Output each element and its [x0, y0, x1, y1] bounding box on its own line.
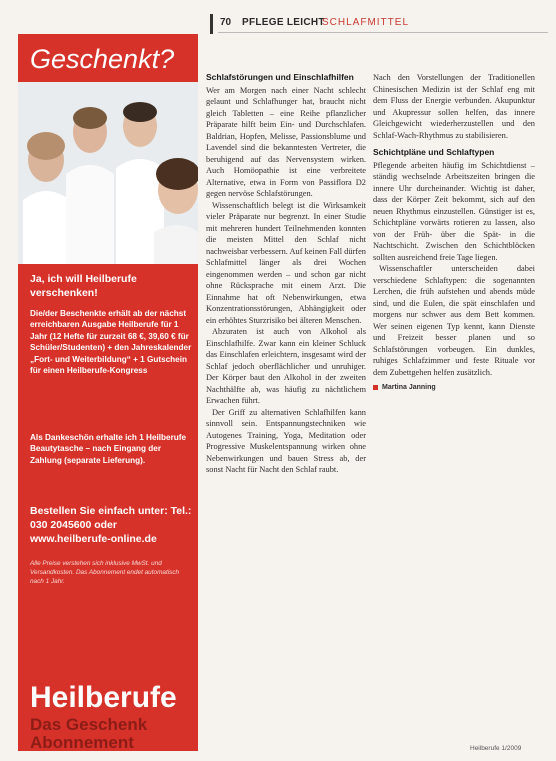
ad-order-info: Bestellen Sie einfach unter: Tel.: 030 2045600 oder www.heilberufe-online.de: [30, 505, 192, 545]
author-name: Martina Janning: [382, 384, 436, 391]
ad-photo: [18, 82, 198, 264]
ad-subheadline: Ja, ich will Heilberufe verschenken!: [30, 273, 137, 299]
paragraph: Wer am Morgen nach einer Nacht schlecht gelaunt und Schlafhunger hat, braucht nicht gleich Tabletten – eine Reihe pflanzlicher Präparate hilft beim Ein- und Durchschlafen. Baldrian, Hopfen, Melisse, Passionsblume und Lavendel sind die bekanntesten Vertreter, die beruhigend auf das Nervensystem wirken. Auch Homöopathie ist eine verbreitete Alternative, etwa in Form von Passiflora D2 gegen nervöse Schlafstörungen.: [206, 85, 366, 198]
ad-offer: Die/der Beschenkte erhält ab der nächst erreichbaren Ausgabe Heilberufe für 1 Jahr (12 Hefte für zurzeit 68 €, 39,60 € für Schüler/Studenten) + den Jahreskalender „Fort- und Weiterbildung“ + 1 Gutschein für einen Heilberufe-Kongress: [30, 309, 192, 376]
rubric: PFLEGE LEICHT: [242, 17, 325, 28]
header-rule: [218, 32, 548, 33]
paragraph: Abzuraten ist auch von Alkohol als Einschlafhilfe. Zwar kann ein kleiner Schluck das Einschlafen erleichtern, insgesamt wird der Schlaf jedoch oberflächlicher und unruhiger. Der Körper baut den Alkohol in der zweiten Nachthälfte ab, was häufig zu nächtlichem Erwachen führt.: [206, 327, 366, 405]
paragraph: Wissenschaftler unterscheiden dabei verschiedene Schlaftypen: die sogenannten Lerchen, die früh aufstehen und abends müde sind, und die Eulen, die spät einschlafen und morgens nur schwer aus dem Bett kommen. Wer seinen eigenen Typ kennt, kann Dienste und Freizeit besser planen und so Schlafstörungen vorbeugen. Ein dunkles, ruhiges Schlafzimmer und feste Rituale vor dem Zubettgehen helfen zusätzlich.: [373, 264, 535, 377]
author-marker-icon: [373, 385, 378, 390]
page-footer: Heilberufe 1/2009: [470, 745, 522, 752]
paragraph: Wissenschaftlich belegt ist die Wirksamkeit vieler Präparate nur begrenzt. In einer Studie mit mehreren hundert Teilnehmenden konnten die meisten Mittel den Schlaf nicht nachweisbar verbessern. Auf keinen Fall dürfen Schlafmittel länger als drei Wochen eingenommen werden – und schon gar nicht ohne Rücksprache mit einem Arzt. Die Einnahme hat oft Nebenwirkungen, etwa Konzentrationsstörungen, Abhängigkeit oder ein erhöhtes Sturzrisiko bei älteren Menschen.: [206, 200, 366, 325]
paragraph: Der Griff zu alternativen Schlafhilfen kann sinnvoll sein. Entspannungstechniken wie Autogenes Training, Yoga, Meditation oder Progressive Muskelentspannung wirken ohne Nebenwirkungen und bauen Stress ab, der sonst Nacht für Nacht den Schlaf raubt.: [206, 407, 366, 474]
section-heading: Schlafstörungen und Einschlafhilfen: [206, 72, 354, 82]
paragraph: Nach den Vorstellungen der Traditionellen Chinesischen Medizin ist der Schlaf eng mit dem Fluss der Energie verbunden. Akupunktur und Akupressur sollen helfen, das innere Gleichgewicht wiederherzustellen und den Schlaf-Wach-Rhythmus zu stabilisieren.: [373, 73, 535, 140]
page-number: 70: [220, 17, 232, 28]
subscription-ad: [18, 34, 198, 751]
ad-headline: Geschenkt?: [30, 44, 175, 74]
author-line: [373, 382, 535, 394]
ad-tagline: Das Geschenk Abonnement: [30, 715, 148, 751]
page-header: [210, 14, 550, 32]
paragraph: Pflegende arbeiten häufig im Schichtdienst – ständig wechselnde Arbeitszeiten bringen die innere Uhr durcheinander. Wichtig ist daher, dass der Körper Zeit bekommt, sich auf den neuen Rhythmus einzustellen. Günstiger ist es, Schichtpläne vorwärts rotieren zu lassen, also von der Früh- über die Spät- in die Nachtschicht. Zwischen den Schichtblöcken sollten ausreichend freie Tage liegen.: [373, 160, 535, 262]
caregivers-photo: [18, 82, 198, 264]
ad-fine-print: Alle Preise verstehen sich inklusive MwSt. und Versandkosten. Das Abonnement endet automatisch nach 1 Jahr.: [30, 560, 180, 585]
article-column-2: [373, 72, 535, 742]
header-bar: [210, 14, 213, 34]
ad-brand: Heilberufe: [30, 681, 177, 714]
section-heading: Schichtpläne und Schlaftypen: [373, 147, 495, 157]
section-title: SCHLAFMITTEL: [322, 17, 410, 28]
ad-bonus: Als Dankeschön erhalte ich 1 Heilberufe Beautytasche – nach Eingang der Zahlung (separate Lieferung).: [30, 433, 187, 465]
article-column-1: [206, 72, 366, 742]
